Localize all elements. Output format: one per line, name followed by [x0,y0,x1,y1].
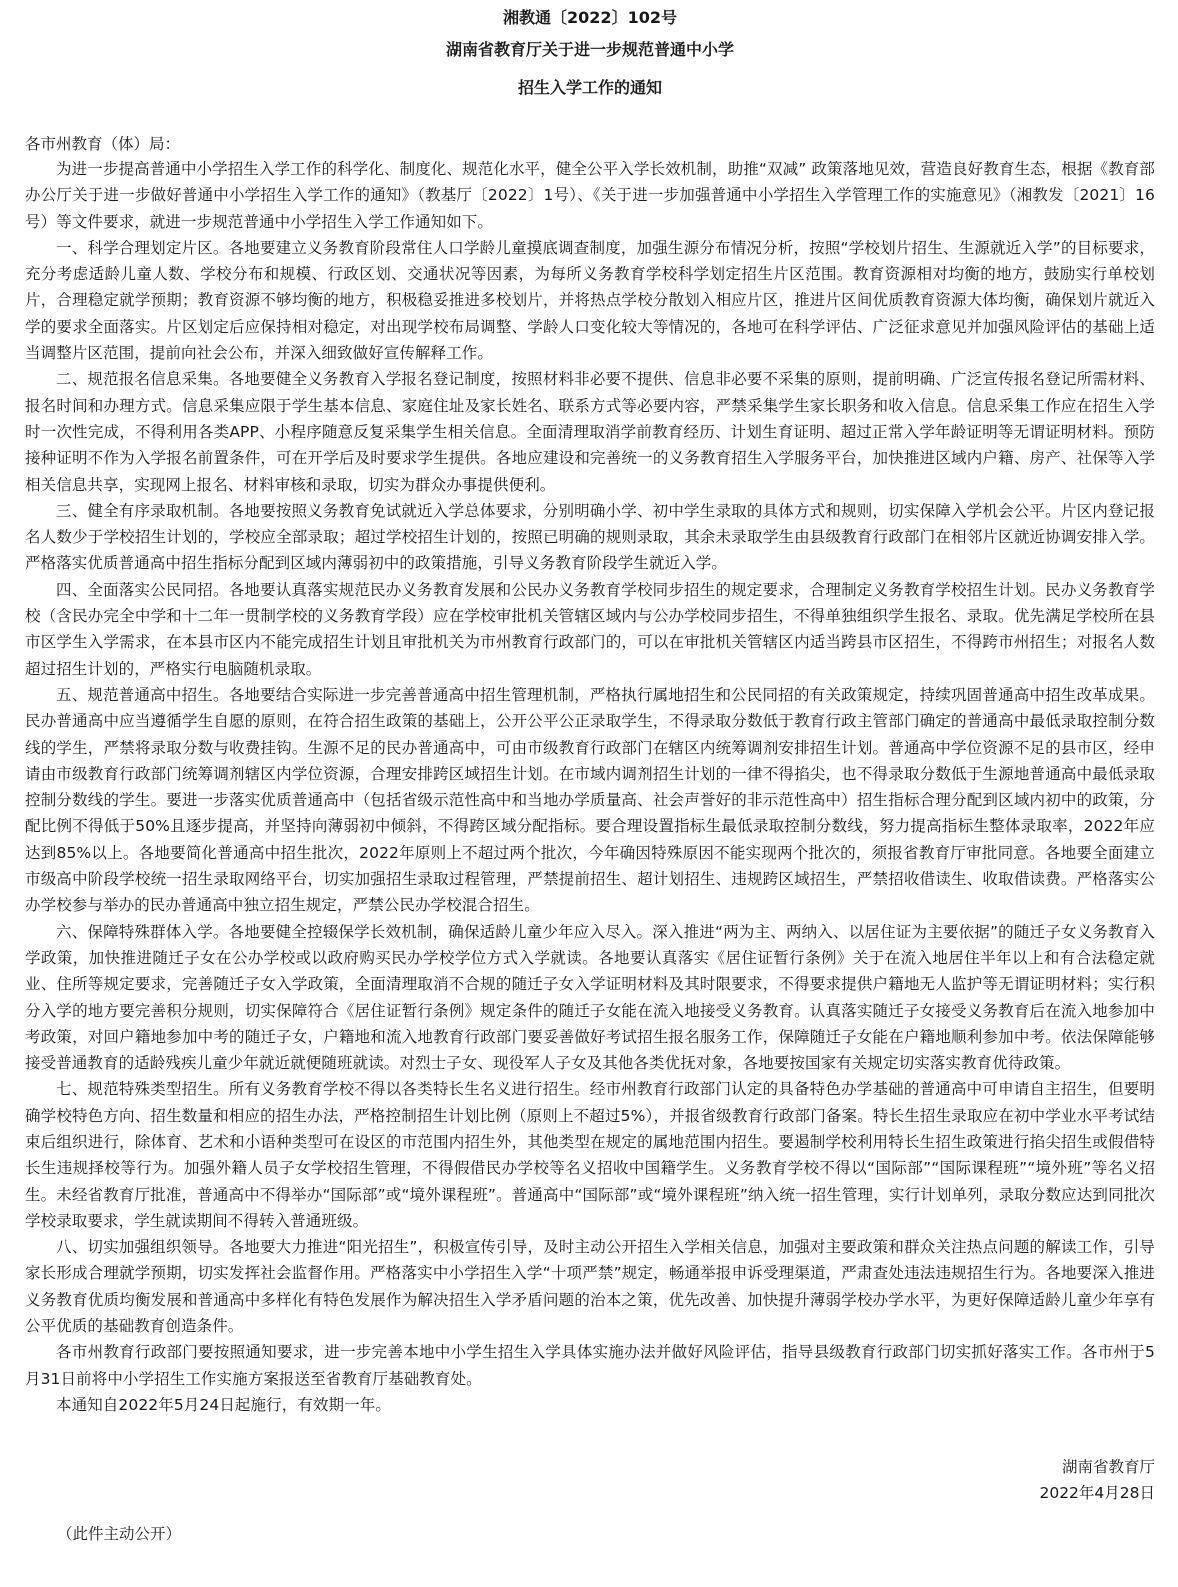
paragraph-implementation: 各市州教育行政部门要按照通知要求，进一步完善本地中小学生招生入学具体实施办法并做好风险评估，指导县级教育行政部门切实抓好落实工作。各市州于5月31日前将中小学招生工作实施方案报送至省教育厅基础教育处。 [25,1343,1155,1388]
paragraph-section-1: 一、科学合理划定片区。各地要建立义务教育阶段常住人口学龄儿童摸底调查制度，加强生源分布情况分析，按照“学校划片招生、生源就近入学”的目标要求，充分考虑适龄儿童人数、学校分布和规模、行政区划、交通状况等因素，为每所义务教育学校科学划定招生片区范围。教育资源相对均衡的地方，鼓励实行单校划片，合理稳定就学预期；教育资源不够均衡的地方，积极稳妥推进多校划片，并将热点学校分散划入相应片区，推进片区间优质教育资源大体均衡，确保划片就近入学的要求全面落实。片区划定后应保持相对稳定，对出现学校布局调整、学龄人口变化较大等情况的，各地可在科学评估、广泛征求意见并加强风险评估的基础上适当调整片区范围，提前向社会公布，并深入细致做好宣传解释工作。 [25,238,1155,363]
paragraph-effective-date: 本通知自2022年5月24日起施行，有效期一年。 [56,1395,391,1414]
document-title-line-1: 湖南省教育厅关于进一步规范普通中小学 [445,40,734,59]
document-number: 湘教通〔2022〕102号 [503,8,677,27]
paragraph-section-6: 六、保障特殊群体入学。各地要健全控辍保学长效机制，确保适龄儿童少年应入尽入。深入推进“两为主、两纳入、以居住证为主要依据”的随迁子女义务教育入学政策，加快推进随迁子女在公办学校或以政府购买民办学校学位方式入学就读。各地要认真落实《居住证暂行条例》关于在流入地居住半年以上和有合法稳定就业、住所等规定要求，完善随迁子女入学政策，全面清理取消不合规的随迁子女入学证明材料及其时限要求，不得要求提供户籍地无人监护等无谓证明材料；实行积分入学的地方要完善积分规则，切实保障符合《居住证暂行条例》规定条件的随迁子女能在流入地接受义务教育。认真落实随迁子女接受义务教育后在流入地参加中考政策，对回户籍地参加中考的随迁子女，户籍地和流入地教育行政部门要妥善做好考试招生报名服务工作，保障随迁子女能在户籍地顺利参加中考。依法保障能够接受普通教育的适龄残疾儿童少年就近就便随班就读。对烈士子女、现役军人子女及其他各类优抚对象，各地要按国家有关规定切实落实教育优待政策。 [25,922,1155,1073]
paragraph-section-3: 三、健全有序录取机制。各地要按照义务教育免试就近入学总体要求，分别明确小学、初中学生录取的具体方式和规则，切实保障入学机会公平。片区内登记报名人数少于学校招生计划的，学校应全部录取；超过学校招生计划的，按照已明确的规则录取，其余未录取学生由县级教育行政部门在相邻片区就近协调安排入学。严格落实优质普通高中招生指标分配到区域内薄弱初中的政策措施，引导义务教育阶段学生就近入学。 [25,501,1155,573]
paragraph-section-5: 五、规范普通高中招生。各地要结合实际进一步完善普通高中招生管理机制，严格执行属地招生和公民同招的有关政策规定，持续巩固普通高中招生改革成果。民办普通高中应当遵循学生自愿的原则，在符合招生政策的基础上，公开公平公正录取学生，不得录取分数低于教育行政主管部门确定的普通高中最低录取控制分数线的学生，严禁将录取分数与收费挂钩。生源不足的民办普通高中，可由市级教育行政部门在辖区内统筹调剂安排招生计划。普通高中学位资源不足的县市区，经申请由市级教育行政部门统筹调剂辖区内学位资源，合理安排跨区域招生计划。在市域内调剂招生计划的一律不得掐尖，也不得录取分数低于生源地普通高中最低录取控制分数线的学生。要进一步落实优质普通高中（包括省级示范性高中和当地办学质量高、社会声誉好的非示范性高中）招生指标合理分配到区域内初中的政策，分配比例不得低于50%且逐步提高，并坚持向薄弱初中倾斜，不得跨区域分配指标。要合理设置指标生最低录取控制分数线，努力提高指标生整体录取率，2022年应达到85%以上。各地要简化普通高中招生批次，2022年原则上不超过两个批次，今年确因特殊原因不能实现两个批次的，须报省教育厅审批同意。各地要全面建立市级高中阶段学校统一招生录取网络平台，切实加强招生录取过程管理，严禁提前招生、超计划招生、违规跨区域招生，严禁招收借读生、收取借读费。严格落实公办学校参与举办的民办普通高中独立招生规定，严禁公民办学校混合招生。 [25,685,1155,915]
document [25,6,1155,1546]
document-title-line-2: 招生入学工作的通知 [517,78,662,97]
paragraph-section-2: 二、规范报名信息采集。各地要健全义务教育入学报名登记制度，按照材料非必要不提供、信息非必要不采集的原则，提前明确、广泛宣传报名登记所需材料、报名时间和办理方式。信息采集应限于学生基本信息、家庭住址及家长姓名、联系方式等必要内容，严禁采集学生家长职务和收入信息。信息采集工作应在招生入学时一次性完成，不得利用各类APP、小程序随意反复采集学生相关信息。全面清理取消学前教育经历、计划生育证明、超过正常入学年龄证明等无谓证明材料。预防接种证明不作为入学报名前置条件，可在开学后及时要求学生提供。各地应建设和完善统一的义务教育招生入学服务平台，加快推进区域内户籍、房产、社保等入学相关信息共享，实现网上报名、材料审核和录取，切实为群众办事提供便利。 [25,370,1155,494]
disclosure-note: （此件主动公开） [57,1525,182,1544]
paragraph-section-8: 八、切实加强组织领导。各地要大力推进“阳光招生”，积极宣传引导，及时主动公开招生入学相关信息，加强对主要政策和群众关注热点问题的解读工作，引导家长形成合理就学预期，切实发挥社会监督作用。严格落实中小学招生入学“十项严禁”规定，畅通举报申诉受理渠道，严肃查处违法违规招生行为。各地要深入推进义务教育优质均衡发展和普通高中多样化有特色发展作为解决招生入学矛盾问题的治本之策，优先改善、加快提升薄弱学校办学水平，为更好保障适龄儿童少年享有公平优质的基础教育创造条件。 [25,1238,1155,1336]
paragraph-section-7: 七、规范特殊类型招生。所有义务教育学校不得以各类特长生名义进行招生。经市州教育行政部门认定的具备特色办学基础的普通高中可申请自主招生，但要明确学校特色方向、招生数量和相应的招生办法，严格控制招生计划比例（原则上不超过5%），并报省级教育行政部门备案。特长生招生录取应在初中学业水平考试结束后组织进行，除体育、艺术和小语种类型可在设区的市范围内招生外，其他类型在规定的属地范围内招生。要遏制学校利用特长生招生政策进行掐尖招生或假借特长生违规择校等行为。加强外籍人员子女学校招生管理，不得假借民办学校等名义招收中国籍学生。义务教育学校不得以“国际部”“国际课程班”“境外班”等名义招生。未经省教育厅批准，普通高中不得举办“国际部”或“境外课程班”。普通高中“国际部”或“境外课程班”纳入统一招生管理，实行计划单列，录取分数应达到同批次学校录取要求，学生就读期间不得转入普通班级。 [25,1080,1155,1230]
signature-organization: 湖南省教育厅 [1061,1458,1155,1477]
signature-date: 2022年4月28日 [1039,1484,1155,1503]
salutation: 各市州教育（体）局： [25,135,181,153]
paragraph-intro: 为进一步提高普通中小学招生入学工作的科学化、制度化、规范化水平，健全公平入学长效机制，助推“双减” 政策落地见效，营造良好教育生态，根据《教育部办公厅关于进一步做好普通中小学招生入学工作的通知》（教基厅〔2022〕1号）、《关于进一步加强普通中小学招生入学管理工作的实施意见》（湘教发〔2021〕16号）等文件要求，就进一步规范普通中小学招生入学工作通知如下。 [25,160,1155,231]
paragraph-section-4: 四、全面落实公民同招。各地要认真落实规范民办义务教育发展和公民办义务教育学校同步招生的规定要求，合理制定义务教育学校招生计划。民办义务教育学校（含民办完全中学和十二年一贯制学校的义务教育学段）应在学校审批机关管辖区域内与公办学校同步招生，不得单独组织学生报名、录取。优先满足学校所在县市区学生入学需求，在本县市区内不能完成招生计划且审批机关为市州教育行政部门的，可以在审批机关管辖区内适当跨县市区招生，不得跨市州招生；对报名人数超过招生计划的，严格实行电脑随机录取。 [25,580,1155,678]
